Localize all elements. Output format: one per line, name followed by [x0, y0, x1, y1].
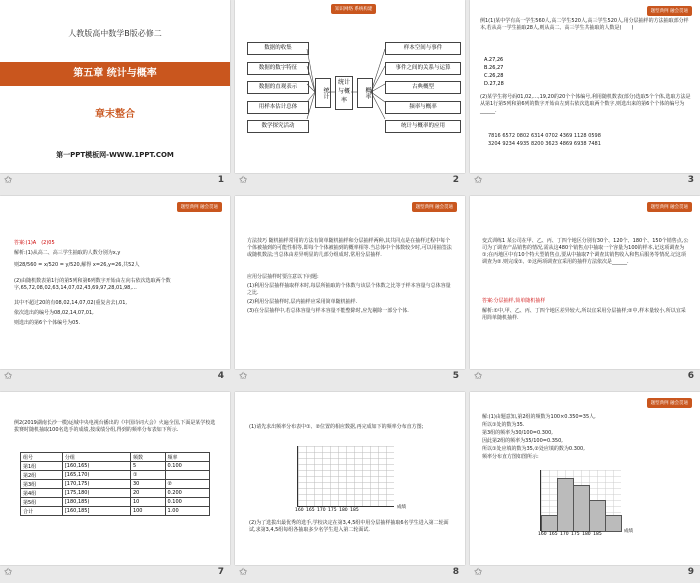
example-intro: 例2(2019湖南长沙一模)运城中央电视台播出的《中国诗词大会》火遍全国,下面是某学校选拔赛时随机抽取100名选手的成绩,按成绩分组,得到的频率分布表如下所示.: [14, 420, 216, 433]
slide-number: 8: [452, 567, 459, 577]
solution-1: 解:(1)由题意知,第2组的频数为100×0.350=35人,: [482, 414, 596, 420]
table-row: [21, 462, 210, 471]
solution-2: 所以①处的数为35.: [482, 422, 525, 428]
mindmap-box: 频率与概率: [385, 101, 461, 114]
table-cell: [160,165): [62, 462, 130, 471]
analysis-2: 则28/560 = x/520 = y/520,解得 x=26,y=26,共52人: [14, 262, 140, 268]
slide-7-footer: [0, 565, 230, 583]
table-cell: 10: [130, 498, 165, 507]
slide-7[interactable]: [0, 392, 230, 565]
slide-9[interactable]: [470, 392, 700, 565]
star-icon[interactable]: ✩: [474, 371, 483, 382]
table-cell: 第4组: [21, 489, 63, 498]
table-cell: 第1组: [21, 462, 63, 471]
right-branch: [385, 42, 459, 140]
slide-number: 3: [687, 175, 694, 185]
analysis-3: (2)由随机数表第1行的第5列和第6列数字开始由左向右依次选取两个数字,65,72,08,02,63,14,07,02,43,69,97,28,01,98,…: [14, 278, 171, 291]
table-header-cell: 频率: [165, 453, 210, 462]
analysis-1: 解析:(1)从高二、高三学生抽取的人数分别为x,y: [14, 250, 121, 256]
table-row: [21, 471, 210, 480]
table-cell: 合计: [21, 507, 63, 516]
table-cell: [175,180): [62, 489, 130, 498]
slide-4[interactable]: [0, 196, 230, 369]
histogram-bar: [557, 478, 574, 533]
slide-1[interactable]: [0, 0, 230, 173]
option-item: A.27,26: [484, 57, 504, 63]
star-icon[interactable]: ✩: [474, 567, 483, 578]
table-cell: ②: [165, 480, 210, 489]
slide-5-footer: [235, 369, 465, 387]
star-icon[interactable]: ✩: [4, 567, 13, 578]
mindmap-box: 事件之间的关系与运算: [385, 62, 461, 75]
histogram-bar: [541, 515, 558, 532]
slide-6-footer: [470, 369, 700, 387]
options-list: [484, 56, 504, 88]
option-item: B.26,27: [484, 65, 504, 71]
table-header-cell: 组号: [21, 453, 63, 462]
option-item: D.27,28: [484, 81, 504, 87]
slide-2[interactable]: [235, 0, 465, 173]
mindmap-box: 统计与概率的应用: [385, 120, 461, 133]
analysis-4: 其中不超过20的有08,02,14,07,02(重复舍去),01,: [14, 300, 127, 306]
section-subtitle: 章末整合: [95, 109, 135, 120]
slide-8-footer: [235, 565, 465, 583]
table-header-cell: 频数: [130, 453, 165, 462]
option-item: C.26,28: [484, 73, 504, 79]
slide-4-footer: [0, 369, 230, 387]
mindmap-box: 数据的收集: [247, 42, 309, 55]
slide-5[interactable]: [235, 196, 465, 369]
exercise-answer: 答案:分层抽样,简单随机抽样: [482, 298, 546, 304]
mindmap-box: 用样本估计总体: [247, 101, 309, 114]
slide-3-footer: [470, 173, 700, 191]
table-cell: [180,185): [62, 498, 130, 507]
left-branch: [247, 42, 307, 140]
method-para-4: (2)利用分层抽样时,层内抽样应采用简单随机抽样.: [247, 299, 358, 305]
table-header-cell: 分组: [62, 453, 130, 462]
chapter-banner: [0, 62, 230, 86]
table-row: [21, 489, 210, 498]
table-cell: 20: [130, 489, 165, 498]
solution-5: 所以①处应填的数为35,②处应填的数为0.300,: [482, 446, 585, 452]
table-cell: 0.200: [165, 489, 210, 498]
slide-9-footer: [470, 565, 700, 583]
table-cell: 5: [130, 462, 165, 471]
table-cell: [165, 471, 210, 480]
table-cell: [170,175): [62, 480, 130, 489]
table-cell: 第2组: [21, 471, 63, 480]
table-cell: 0.100: [165, 498, 210, 507]
table-cell: 第5组: [21, 498, 63, 507]
slide-number: 7: [217, 567, 224, 577]
star-icon[interactable]: ✩: [474, 175, 483, 186]
method-para-3: (1)利用分层抽样抽取样本时,每层所抽取的个体数与该层个体数之比等于样本容量与总体容量之比.: [247, 283, 451, 296]
center-main-box: 统计与概率: [335, 76, 353, 110]
x-axis-label: 成绩: [397, 505, 406, 510]
histogram-bar: [605, 515, 622, 532]
method-para-1: 方法技巧 随机抽样常用的方法有简单随机抽样和分层抽样两种,其共同点是在抽样过程中每个个体被抽到的可能性相等,即每个个体被抽到的概率相等.当总体中个体数较少时,可以用抽签法或随机数法;当总体由差异明显的几部分组成时,常用分层抽样.: [247, 238, 452, 258]
mindmap-box: 数学探究活动: [247, 120, 309, 133]
mindmap-box: 数据的数字特征: [247, 62, 309, 75]
question-part2: (2)某学生将号码01,02,…,19,20的20个个体编号,利用随机数表(部分)选取5个个体,选取方法是从第1行第5列和第6列的数字开始由左到右依次选取两个数字,则选出来的第6个个体的编号为______.: [480, 94, 691, 114]
method-para-5: (3)在分层抽样中,若总体容量与样本容量不能整除时,应先剔除一部分个体.: [247, 308, 409, 314]
table-cell: [160,185]: [62, 507, 130, 516]
slide-8[interactable]: [235, 392, 465, 565]
book-title: 人教版高中数学B版必修二: [68, 29, 162, 38]
star-icon[interactable]: ✩: [239, 567, 248, 578]
question-part2: (2)为了选拔出最优秀的选手,学校决定在第3,4,5组中用分层抽样抽取6名学生进入第二轮面试,求第3,4,5组每组各抽取多少名学生进入第二轮面试.: [249, 520, 449, 533]
table-row: [21, 498, 210, 507]
question-text: 例1(1)某中学有高一学生560人,高二学生520人,高三学生520人,用分层抽样的方法抽取部分样本,若从高一学生抽取28人,则从高二、高三学生共抽取的人数是( ): [480, 18, 689, 31]
slide-tag: 题型典例 融会贯通: [647, 6, 692, 16]
mindmap-box: 样本空间与事件: [385, 42, 461, 55]
table-cell: 0.100: [165, 462, 210, 471]
chapter-title: 第五章 统计与概率: [73, 68, 157, 79]
slide-tag: 知识网络 系统构建: [331, 4, 376, 14]
x-axis-label: 成绩: [624, 529, 633, 534]
question-part1: (1)请先求出频率分布表中①、②位置的相应数据,再完成如下的频率分布直方图;: [249, 424, 424, 430]
site-link[interactable]: 第一PPT模板网-WWW.1PPT.COM: [56, 151, 174, 159]
star-icon[interactable]: ✩: [4, 371, 13, 382]
table-cell: ①: [130, 471, 165, 480]
table-cell: [165,170): [62, 471, 130, 480]
random-table-row2: 3204 9234 4935 8200 3623 4869 6938 7481: [488, 141, 601, 147]
exercise-explanation: 解析:①中,甲、乙、丙、丁四个地区差异较大,所以宜采用分层抽样;②中,样本量较小,所以宜采用简单随机抽样.: [482, 308, 686, 321]
slide-number: 1: [217, 175, 224, 185]
x-axis-ticks: 160 165 170 175 180 185: [295, 508, 359, 513]
slide-6[interactable]: [470, 196, 700, 369]
analysis-6: 则选出的第6个个体编号为05.: [14, 320, 81, 326]
slide-tag: 题型典例 融会贯通: [647, 398, 692, 408]
slide-number: 5: [452, 371, 459, 381]
slide-1-footer: [0, 173, 230, 191]
table-cell: 1.00: [165, 507, 210, 516]
solution-4: 因此第2组的频率为35/100=0.350,: [482, 438, 563, 444]
slide-tag: 题型典例 融会贯通: [647, 202, 692, 212]
histogram: [540, 470, 621, 531]
frequency-table: [20, 452, 210, 516]
star-icon[interactable]: ✩: [4, 175, 13, 186]
slide-tag: 题型典例 融会贯通: [177, 202, 222, 212]
method-para-2: 应用分层抽样时要注意以下问题:: [247, 274, 319, 280]
center-prob-box: 概率: [357, 78, 373, 108]
histogram-bar: [589, 500, 606, 532]
x-axis-ticks: 160 165 170 175 180 185: [538, 532, 602, 537]
table-row: [21, 480, 210, 489]
mindmap-box: 数据的直观表示: [247, 81, 309, 94]
random-table-row1: 7816 6572 0802 6314 0702 4369 1128 0598: [488, 133, 601, 139]
slide-number: 4: [217, 371, 224, 381]
histogram-bar: [573, 485, 590, 532]
table-cell: 30: [130, 480, 165, 489]
slide-number: 6: [687, 371, 694, 381]
slide-3[interactable]: [470, 0, 700, 173]
table-row: [21, 507, 210, 516]
analysis-5: 依次选出的编号为08,02,14,07,01,: [14, 310, 94, 316]
slide-number: 2: [452, 175, 459, 185]
slide-2-footer: [235, 173, 465, 191]
slide-tag: 题型典例 融会贯通: [412, 202, 457, 212]
table-cell: 100: [130, 507, 165, 516]
solution-3: 第3组的频率为30/100=0.300,: [482, 430, 553, 436]
star-icon[interactable]: ✩: [239, 175, 248, 186]
star-icon[interactable]: ✩: [239, 371, 248, 382]
solution-6: 频率分布直方图如图所示:: [482, 454, 539, 460]
table-cell: 第3组: [21, 480, 63, 489]
center-stats-box: 统计: [315, 78, 331, 108]
exercise-text: 变式训练1 某公司在甲、乙、丙、丁四个地区分别有30个、120个、180个、150个销售点,公司为了调查产品销售的情况,需从这480个销售点中抽取一个容量为100的样本,记这项调查为①;在丙地区中有10个特大型销售点,要从中抽取7个调查其销售收入和售后服务等情况,记这项调查为②.则完成①、②这两项调查宜采用的抽样方法依次是______.: [482, 238, 689, 265]
empty-histogram-grid: [297, 446, 394, 507]
mindmap-box: 古典概型: [385, 81, 461, 94]
slide-number: 9: [687, 567, 694, 577]
answer-line: 答案:(1)A (2)05: [14, 240, 55, 246]
